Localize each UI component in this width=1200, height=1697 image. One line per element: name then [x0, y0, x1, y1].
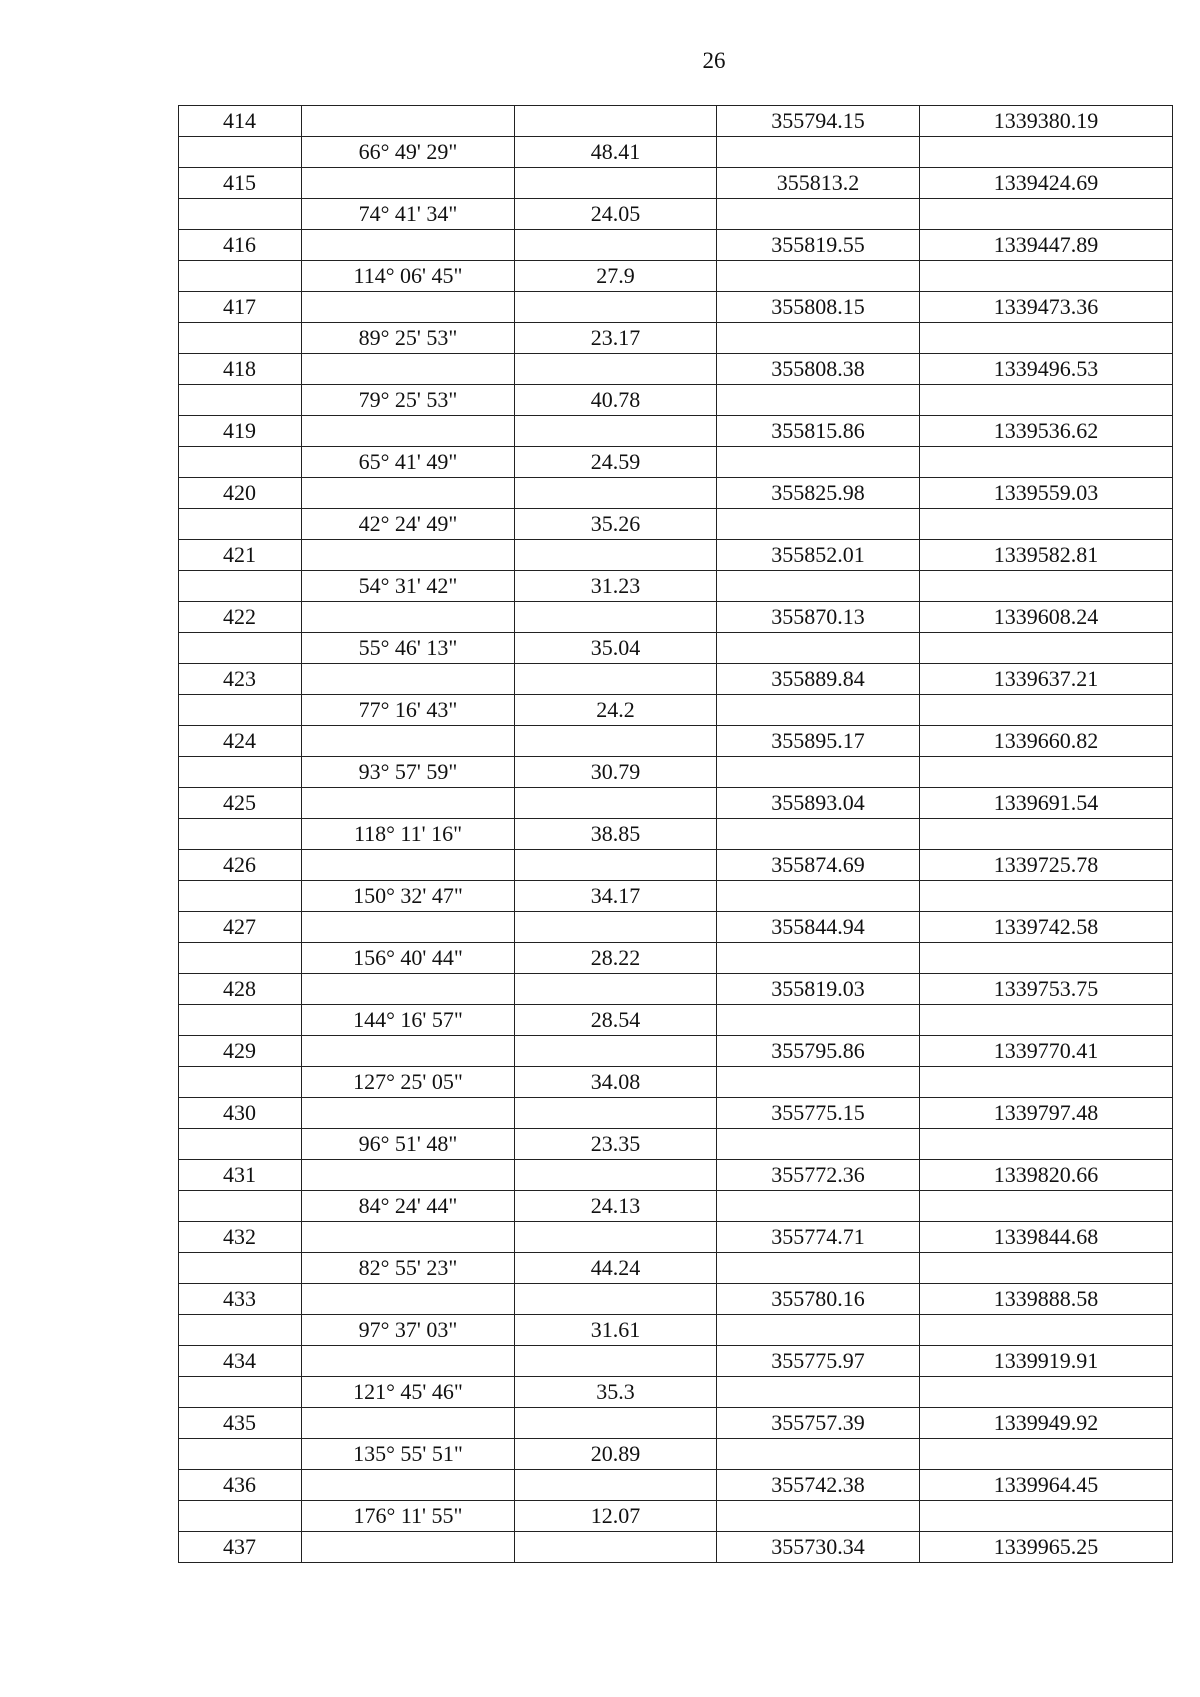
- distance-cell: [515, 1036, 717, 1067]
- point-number-cell: 426: [179, 850, 302, 881]
- distance-cell: [515, 602, 717, 633]
- bearing-angle-cell: 66° 49' 29": [302, 137, 515, 168]
- y-coordinate-cell: 1339582.81: [920, 540, 1173, 571]
- bearing-angle-cell: [302, 1284, 515, 1315]
- point-number-cell: [179, 1253, 302, 1284]
- y-coordinate-cell: [920, 1501, 1173, 1532]
- point-number-cell: [179, 819, 302, 850]
- distance-cell: 12.07: [515, 1501, 717, 1532]
- distance-cell: 24.05: [515, 199, 717, 230]
- point-number-cell: [179, 1501, 302, 1532]
- bearing-angle-cell: 127° 25' 05": [302, 1067, 515, 1098]
- point-row: [179, 354, 1173, 385]
- y-coordinate-cell: [920, 1067, 1173, 1098]
- segment-row: [179, 1253, 1173, 1284]
- point-number-cell: 418: [179, 354, 302, 385]
- point-row: [179, 1222, 1173, 1253]
- bearing-angle-cell: [302, 1222, 515, 1253]
- bearing-angle-cell: [302, 1470, 515, 1501]
- x-coordinate-cell: 355730.34: [717, 1532, 920, 1563]
- point-row: [179, 540, 1173, 571]
- distance-cell: [515, 912, 717, 943]
- distance-cell: 24.59: [515, 447, 717, 478]
- segment-row: [179, 1315, 1173, 1346]
- x-coordinate-cell: [717, 1067, 920, 1098]
- distance-cell: 23.17: [515, 323, 717, 354]
- y-coordinate-cell: [920, 261, 1173, 292]
- point-number-cell: 414: [179, 106, 302, 137]
- bearing-angle-cell: 97° 37' 03": [302, 1315, 515, 1346]
- x-coordinate-cell: 355794.15: [717, 106, 920, 137]
- y-coordinate-cell: 1339753.75: [920, 974, 1173, 1005]
- point-row: [179, 726, 1173, 757]
- bearing-angle-cell: 114° 06' 45": [302, 261, 515, 292]
- point-number-cell: 422: [179, 602, 302, 633]
- distance-cell: [515, 1160, 717, 1191]
- bearing-angle-cell: 150° 32' 47": [302, 881, 515, 912]
- bearing-angle-cell: [302, 664, 515, 695]
- y-coordinate-cell: 1339770.41: [920, 1036, 1173, 1067]
- segment-row: [179, 1501, 1173, 1532]
- x-coordinate-cell: 355889.84: [717, 664, 920, 695]
- y-coordinate-cell: 1339820.66: [920, 1160, 1173, 1191]
- bearing-angle-cell: 42° 24' 49": [302, 509, 515, 540]
- distance-cell: 20.89: [515, 1439, 717, 1470]
- point-row: [179, 1346, 1173, 1377]
- y-coordinate-cell: [920, 1377, 1173, 1408]
- bearing-angle-cell: [302, 416, 515, 447]
- y-coordinate-cell: [920, 1253, 1173, 1284]
- point-number-cell: 433: [179, 1284, 302, 1315]
- distance-cell: 23.35: [515, 1129, 717, 1160]
- distance-cell: [515, 1532, 717, 1563]
- y-coordinate-cell: 1339888.58: [920, 1284, 1173, 1315]
- point-number-cell: [179, 571, 302, 602]
- point-number-cell: 434: [179, 1346, 302, 1377]
- bearing-angle-cell: 176° 11' 55": [302, 1501, 515, 1532]
- point-row: [179, 168, 1173, 199]
- distance-cell: 38.85: [515, 819, 717, 850]
- point-row: [179, 788, 1173, 819]
- segment-row: [179, 323, 1173, 354]
- bearing-angle-cell: 96° 51' 48": [302, 1129, 515, 1160]
- y-coordinate-cell: [920, 1005, 1173, 1036]
- x-coordinate-cell: [717, 943, 920, 974]
- point-number-cell: [179, 757, 302, 788]
- distance-cell: 34.17: [515, 881, 717, 912]
- segment-row: [179, 261, 1173, 292]
- distance-cell: [515, 664, 717, 695]
- point-number-cell: [179, 447, 302, 478]
- bearing-angle-cell: [302, 540, 515, 571]
- point-row: [179, 850, 1173, 881]
- x-coordinate-cell: [717, 1377, 920, 1408]
- distance-cell: 27.9: [515, 261, 717, 292]
- bearing-angle-cell: [302, 230, 515, 261]
- distance-cell: [515, 974, 717, 1005]
- point-number-cell: 427: [179, 912, 302, 943]
- x-coordinate-cell: [717, 261, 920, 292]
- bearing-angle-cell: [302, 1098, 515, 1129]
- coordinate-table: [178, 105, 1173, 1563]
- point-number-cell: 424: [179, 726, 302, 757]
- y-coordinate-cell: 1339559.03: [920, 478, 1173, 509]
- distance-cell: [515, 1284, 717, 1315]
- distance-cell: 24.13: [515, 1191, 717, 1222]
- coordinate-table-body: [179, 106, 1173, 1563]
- distance-cell: [515, 1346, 717, 1377]
- bearing-angle-cell: [302, 974, 515, 1005]
- point-number-cell: [179, 1377, 302, 1408]
- distance-cell: 34.08: [515, 1067, 717, 1098]
- point-number-cell: 420: [179, 478, 302, 509]
- distance-cell: [515, 540, 717, 571]
- x-coordinate-cell: [717, 1439, 920, 1470]
- bearing-angle-cell: 93° 57' 59": [302, 757, 515, 788]
- point-number-cell: 428: [179, 974, 302, 1005]
- bearing-angle-cell: 55° 46' 13": [302, 633, 515, 664]
- point-number-cell: 436: [179, 1470, 302, 1501]
- y-coordinate-cell: [920, 881, 1173, 912]
- point-number-cell: 430: [179, 1098, 302, 1129]
- point-number-cell: [179, 323, 302, 354]
- x-coordinate-cell: [717, 1253, 920, 1284]
- point-number-cell: [179, 199, 302, 230]
- x-coordinate-cell: [717, 1501, 920, 1532]
- bearing-angle-cell: [302, 354, 515, 385]
- segment-row: [179, 137, 1173, 168]
- bearing-angle-cell: [302, 912, 515, 943]
- distance-cell: [515, 788, 717, 819]
- y-coordinate-cell: 1339496.53: [920, 354, 1173, 385]
- x-coordinate-cell: [717, 137, 920, 168]
- y-coordinate-cell: 1339919.91: [920, 1346, 1173, 1377]
- segment-row: [179, 509, 1173, 540]
- point-row: [179, 974, 1173, 1005]
- bearing-angle-cell: [302, 1532, 515, 1563]
- y-coordinate-cell: [920, 695, 1173, 726]
- distance-cell: 30.79: [515, 757, 717, 788]
- x-coordinate-cell: 355775.97: [717, 1346, 920, 1377]
- distance-cell: 44.24: [515, 1253, 717, 1284]
- y-coordinate-cell: [920, 199, 1173, 230]
- point-number-cell: 435: [179, 1408, 302, 1439]
- x-coordinate-cell: [717, 1315, 920, 1346]
- y-coordinate-cell: [920, 447, 1173, 478]
- distance-cell: [515, 230, 717, 261]
- point-number-cell: [179, 385, 302, 416]
- distance-cell: 31.61: [515, 1315, 717, 1346]
- y-coordinate-cell: 1339691.54: [920, 788, 1173, 819]
- y-coordinate-cell: [920, 1315, 1173, 1346]
- y-coordinate-cell: [920, 1129, 1173, 1160]
- point-number-cell: [179, 633, 302, 664]
- point-number-cell: [179, 1129, 302, 1160]
- bearing-angle-cell: [302, 168, 515, 199]
- bearing-angle-cell: 118° 11' 16": [302, 819, 515, 850]
- page-number: 26: [702, 48, 726, 73]
- x-coordinate-cell: 355808.38: [717, 354, 920, 385]
- distance-cell: [515, 1222, 717, 1253]
- segment-row: [179, 199, 1173, 230]
- distance-cell: [515, 1408, 717, 1439]
- distance-cell: 28.54: [515, 1005, 717, 1036]
- point-number-cell: [179, 1067, 302, 1098]
- y-coordinate-cell: 1339608.24: [920, 602, 1173, 633]
- segment-row: [179, 881, 1173, 912]
- y-coordinate-cell: [920, 819, 1173, 850]
- bearing-angle-cell: 74° 41' 34": [302, 199, 515, 230]
- y-coordinate-cell: [920, 323, 1173, 354]
- distance-cell: 24.2: [515, 695, 717, 726]
- y-coordinate-cell: [920, 385, 1173, 416]
- y-coordinate-cell: 1339473.36: [920, 292, 1173, 323]
- y-coordinate-cell: 1339725.78: [920, 850, 1173, 881]
- x-coordinate-cell: 355895.17: [717, 726, 920, 757]
- point-row: [179, 292, 1173, 323]
- bearing-angle-cell: 144° 16' 57": [302, 1005, 515, 1036]
- x-coordinate-cell: 355874.69: [717, 850, 920, 881]
- segment-row: [179, 633, 1173, 664]
- y-coordinate-cell: 1339797.48: [920, 1098, 1173, 1129]
- y-coordinate-cell: 1339536.62: [920, 416, 1173, 447]
- bearing-angle-cell: [302, 602, 515, 633]
- point-number-cell: 417: [179, 292, 302, 323]
- y-coordinate-cell: [920, 757, 1173, 788]
- point-number-cell: [179, 1315, 302, 1346]
- bearing-angle-cell: [302, 1036, 515, 1067]
- x-coordinate-cell: 355772.36: [717, 1160, 920, 1191]
- point-row: [179, 106, 1173, 137]
- y-coordinate-cell: [920, 137, 1173, 168]
- point-number-cell: [179, 881, 302, 912]
- segment-row: [179, 571, 1173, 602]
- point-number-cell: [179, 1439, 302, 1470]
- segment-row: [179, 695, 1173, 726]
- distance-cell: [515, 292, 717, 323]
- y-coordinate-cell: [920, 1439, 1173, 1470]
- y-coordinate-cell: [920, 1191, 1173, 1222]
- point-row: [179, 912, 1173, 943]
- point-number-cell: 419: [179, 416, 302, 447]
- distance-cell: [515, 726, 717, 757]
- x-coordinate-cell: 355808.15: [717, 292, 920, 323]
- distance-cell: [515, 1098, 717, 1129]
- bearing-angle-cell: 79° 25' 53": [302, 385, 515, 416]
- bearing-angle-cell: [302, 106, 515, 137]
- x-coordinate-cell: [717, 323, 920, 354]
- x-coordinate-cell: [717, 385, 920, 416]
- point-row: [179, 478, 1173, 509]
- point-row: [179, 602, 1173, 633]
- x-coordinate-cell: 355775.15: [717, 1098, 920, 1129]
- segment-row: [179, 447, 1173, 478]
- y-coordinate-cell: 1339424.69: [920, 168, 1173, 199]
- bearing-angle-cell: [302, 478, 515, 509]
- distance-cell: 31.23: [515, 571, 717, 602]
- x-coordinate-cell: 355774.71: [717, 1222, 920, 1253]
- distance-cell: [515, 1470, 717, 1501]
- point-number-cell: 425: [179, 788, 302, 819]
- distance-cell: 40.78: [515, 385, 717, 416]
- distance-cell: [515, 354, 717, 385]
- point-number-cell: [179, 137, 302, 168]
- bearing-angle-cell: [302, 1408, 515, 1439]
- bearing-angle-cell: 121° 45' 46": [302, 1377, 515, 1408]
- x-coordinate-cell: 355844.94: [717, 912, 920, 943]
- segment-row: [179, 819, 1173, 850]
- bearing-angle-cell: 156° 40' 44": [302, 943, 515, 974]
- point-number-cell: [179, 1191, 302, 1222]
- bearing-angle-cell: [302, 726, 515, 757]
- point-number-cell: 423: [179, 664, 302, 695]
- point-row: [179, 664, 1173, 695]
- x-coordinate-cell: 355819.55: [717, 230, 920, 261]
- distance-cell: [515, 168, 717, 199]
- x-coordinate-cell: 355815.86: [717, 416, 920, 447]
- point-number-cell: [179, 509, 302, 540]
- x-coordinate-cell: 355795.86: [717, 1036, 920, 1067]
- segment-row: [179, 757, 1173, 788]
- distance-cell: [515, 106, 717, 137]
- point-row: [179, 230, 1173, 261]
- y-coordinate-cell: 1339742.58: [920, 912, 1173, 943]
- x-coordinate-cell: 355813.2: [717, 168, 920, 199]
- distance-cell: [515, 478, 717, 509]
- y-coordinate-cell: [920, 633, 1173, 664]
- y-coordinate-cell: 1339949.92: [920, 1408, 1173, 1439]
- x-coordinate-cell: 355870.13: [717, 602, 920, 633]
- distance-cell: [515, 850, 717, 881]
- point-number-cell: 429: [179, 1036, 302, 1067]
- point-row: [179, 1098, 1173, 1129]
- segment-row: [179, 1129, 1173, 1160]
- y-coordinate-cell: [920, 571, 1173, 602]
- point-number-cell: 415: [179, 168, 302, 199]
- x-coordinate-cell: [717, 1005, 920, 1036]
- segment-row: [179, 943, 1173, 974]
- distance-cell: 35.04: [515, 633, 717, 664]
- x-coordinate-cell: 355852.01: [717, 540, 920, 571]
- x-coordinate-cell: [717, 199, 920, 230]
- x-coordinate-cell: [717, 633, 920, 664]
- bearing-angle-cell: 77° 16' 43": [302, 695, 515, 726]
- y-coordinate-cell: 1339447.89: [920, 230, 1173, 261]
- segment-row: [179, 1377, 1173, 1408]
- y-coordinate-cell: [920, 509, 1173, 540]
- y-coordinate-cell: 1339965.25: [920, 1532, 1173, 1563]
- point-number-cell: 437: [179, 1532, 302, 1563]
- point-row: [179, 1160, 1173, 1191]
- bearing-angle-cell: [302, 788, 515, 819]
- distance-cell: 35.3: [515, 1377, 717, 1408]
- point-number-cell: [179, 261, 302, 292]
- segment-row: [179, 1067, 1173, 1098]
- point-number-cell: 416: [179, 230, 302, 261]
- x-coordinate-cell: [717, 819, 920, 850]
- x-coordinate-cell: 355780.16: [717, 1284, 920, 1315]
- point-row: [179, 1408, 1173, 1439]
- y-coordinate-cell: 1339637.21: [920, 664, 1173, 695]
- y-coordinate-cell: 1339660.82: [920, 726, 1173, 757]
- bearing-angle-cell: 84° 24' 44": [302, 1191, 515, 1222]
- bearing-angle-cell: 82° 55' 23": [302, 1253, 515, 1284]
- point-number-cell: 432: [179, 1222, 302, 1253]
- point-number-cell: [179, 695, 302, 726]
- point-number-cell: 421: [179, 540, 302, 571]
- point-row: [179, 1532, 1173, 1563]
- x-coordinate-cell: [717, 757, 920, 788]
- point-number-cell: 431: [179, 1160, 302, 1191]
- x-coordinate-cell: 355819.03: [717, 974, 920, 1005]
- segment-row: [179, 1005, 1173, 1036]
- distance-cell: 48.41: [515, 137, 717, 168]
- y-coordinate-cell: 1339964.45: [920, 1470, 1173, 1501]
- y-coordinate-cell: 1339380.19: [920, 106, 1173, 137]
- bearing-angle-cell: [302, 292, 515, 323]
- y-coordinate-cell: 1339844.68: [920, 1222, 1173, 1253]
- point-row: [179, 1284, 1173, 1315]
- bearing-angle-cell: 54° 31' 42": [302, 571, 515, 602]
- bearing-angle-cell: 65° 41' 49": [302, 447, 515, 478]
- distance-cell: [515, 416, 717, 447]
- distance-cell: 28.22: [515, 943, 717, 974]
- x-coordinate-cell: [717, 1191, 920, 1222]
- x-coordinate-cell: 355825.98: [717, 478, 920, 509]
- segment-row: [179, 1439, 1173, 1470]
- x-coordinate-cell: [717, 509, 920, 540]
- x-coordinate-cell: 355757.39: [717, 1408, 920, 1439]
- point-row: [179, 1036, 1173, 1067]
- x-coordinate-cell: [717, 695, 920, 726]
- bearing-angle-cell: 135° 55' 51": [302, 1439, 515, 1470]
- bearing-angle-cell: 89° 25' 53": [302, 323, 515, 354]
- x-coordinate-cell: [717, 881, 920, 912]
- bearing-angle-cell: [302, 1346, 515, 1377]
- segment-row: [179, 1191, 1173, 1222]
- point-row: [179, 416, 1173, 447]
- distance-cell: 35.26: [515, 509, 717, 540]
- segment-row: [179, 385, 1173, 416]
- point-number-cell: [179, 1005, 302, 1036]
- x-coordinate-cell: [717, 571, 920, 602]
- x-coordinate-cell: [717, 447, 920, 478]
- point-number-cell: [179, 943, 302, 974]
- y-coordinate-cell: [920, 943, 1173, 974]
- x-coordinate-cell: [717, 1129, 920, 1160]
- point-row: [179, 1470, 1173, 1501]
- x-coordinate-cell: 355742.38: [717, 1470, 920, 1501]
- bearing-angle-cell: [302, 1160, 515, 1191]
- x-coordinate-cell: 355893.04: [717, 788, 920, 819]
- bearing-angle-cell: [302, 850, 515, 881]
